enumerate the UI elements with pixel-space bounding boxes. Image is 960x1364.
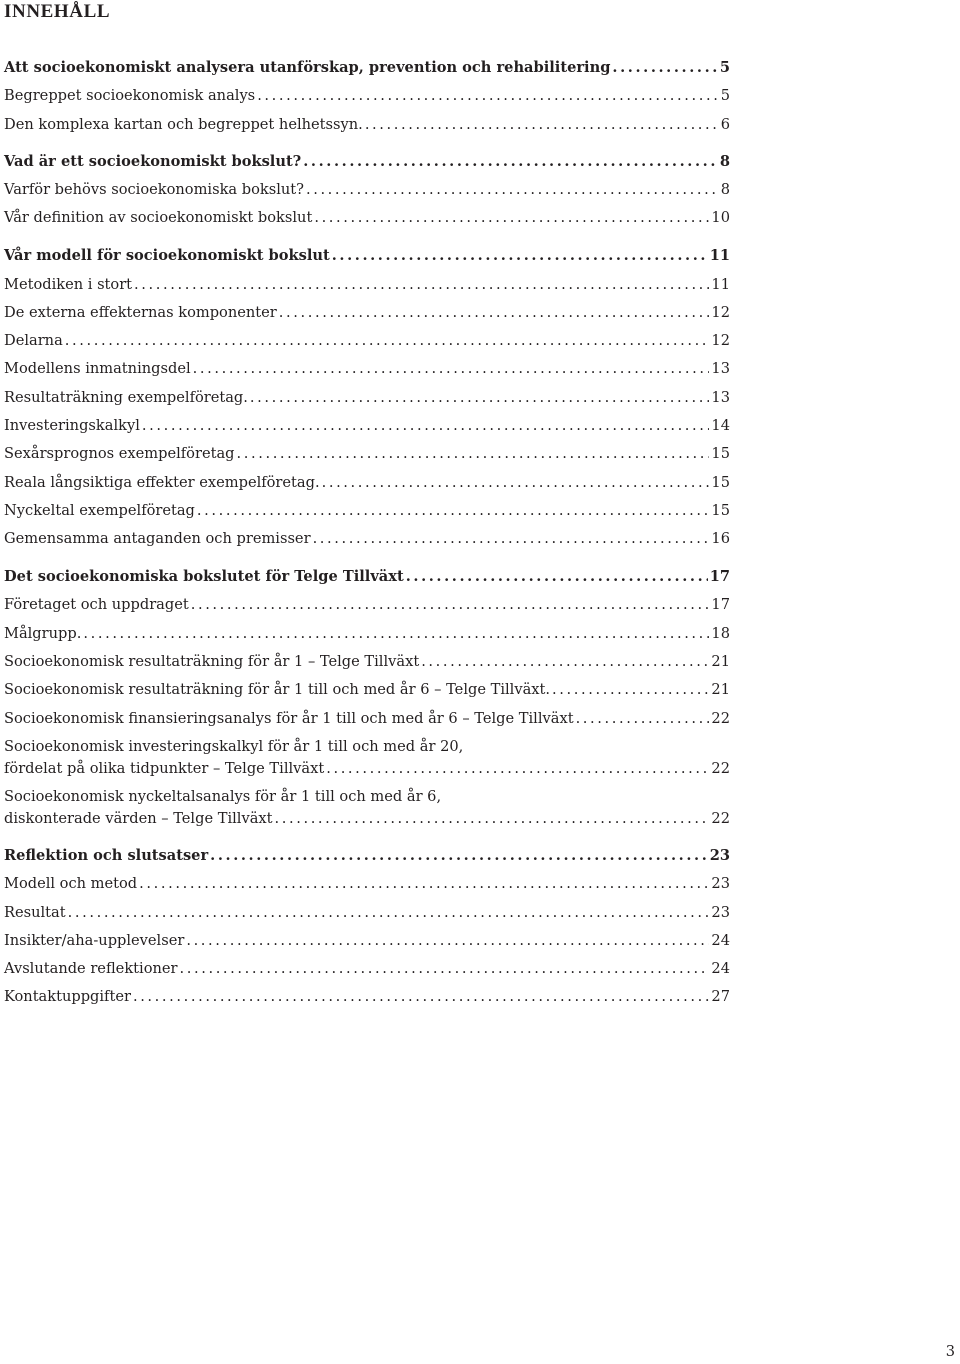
dot-leader [191,594,710,616]
dot-leader [279,302,710,324]
toc-entry-page: 27 [711,988,730,1005]
toc-entry-page: 17 [711,596,730,613]
toc-entry-title: Gemensamma antaganden och premisser [4,530,311,547]
toc-entry-title: Företaget och uppdraget [4,596,189,613]
toc-entry-title: Nyckeltal exempelföretag [4,502,195,519]
toc-entry[interactable] [4,415,730,437]
toc-entry-page: 13 [711,389,730,406]
toc-entry-page: 21 [711,653,730,670]
toc-entry-title: Delarna [4,332,63,349]
toc-entry-title: Modellens inmatningsdel [4,360,191,377]
dot-leader [406,566,708,588]
toc-entry-title: Kontaktuppgifter [4,988,131,1005]
toc-entry-page: 21 [711,681,730,698]
dot-leader [250,387,710,409]
toc-entry-title: diskonterade värden – Telge Tillväxt [4,810,273,827]
toc-entry-title-line1: Socioekonomisk nyckeltalsanalys för år 1 till och med år 6, [4,788,442,805]
toc-entry-title: Socioekonomisk resultaträkning för år 1 – Telge Tillväxt [4,653,420,670]
toc-section-entry[interactable] [4,566,730,588]
toc-entry-title: Socioekonomisk resultaträkning för år 1 till och med år 6 – Telge Tillväxt. [4,681,551,698]
dot-leader [65,330,710,352]
toc-entry[interactable] [4,85,730,107]
toc-entry-title: Att socioekonomiskt analysera utanförskap, prevention och rehabilitering [4,59,611,76]
toc-entry-title-line1: Socioekonomisk investeringskalkyl för år 1 till och med år 20, [4,738,464,755]
toc-entry-title: Modell och metod [4,875,138,892]
dot-leader [275,808,710,830]
toc-entry-page: 11 [709,247,730,264]
toc-entry-title: Målgrupp. [4,625,82,642]
toc-section-entry[interactable] [4,245,730,267]
toc-entry[interactable] [4,387,730,409]
dot-leader [365,114,719,136]
dot-leader [322,472,710,494]
dot-leader [133,986,709,1008]
toc-entry-title: Sexårsprognos exempelföretag [4,445,235,462]
toc-entry-title: Socioekonomisk finansieringsanalys för år 1 till och med år 6 – Telge Tillväxt [4,710,574,727]
toc-entry-page: 15 [711,445,730,462]
dot-leader [612,57,717,79]
toc-entry[interactable] [4,986,730,1008]
toc-entry-page: 23 [711,904,730,921]
dot-leader [421,651,709,673]
toc-entry[interactable] [4,930,730,952]
toc-entry-title: De externa effekternas komponenter [4,304,277,321]
toc-entry[interactable] [4,594,730,616]
dot-leader [314,207,709,229]
toc-section-entry[interactable] [4,57,730,79]
toc-entry[interactable] [4,179,730,201]
toc-entry[interactable] [4,302,730,324]
toc-entry[interactable] [4,873,730,895]
toc-entry-page: 22 [711,760,730,777]
toc-entry[interactable] [4,902,730,924]
toc-entry-title: Vår definition av socioekonomiskt bokslut [4,209,313,226]
toc-entry-page: 17 [709,568,730,585]
toc-entry[interactable] [4,708,730,730]
toc-entry-title: Vad är ett socioekonomiskt bokslut? [4,153,302,170]
toc-entry-page: 22 [711,710,730,727]
toc-entry-page: 18 [711,625,730,642]
dot-leader [186,930,709,952]
toc-entry-page: 5 [720,87,730,104]
toc-entry-title: Resultat [4,904,66,921]
toc-entry[interactable] [4,330,730,352]
toc-entry[interactable] [4,358,730,380]
dot-leader [552,679,709,701]
toc-entry-title: Investeringskalkyl [4,417,140,434]
dot-leader [313,528,710,550]
toc-section-entry[interactable] [4,151,730,173]
dot-leader [180,958,710,980]
dot-leader [139,873,709,895]
toc-entry-page: 10 [711,209,730,226]
toc-entry[interactable] [4,786,730,830]
toc-entry-page: 13 [711,360,730,377]
toc-entry-page: 16 [711,530,730,547]
page-heading: INNEHÅLL [4,1,111,22]
page-number: 3 [945,1343,955,1360]
toc-entry-title: Insikter/aha-upplevelser [4,932,185,949]
toc-entry-page: 23 [711,875,730,892]
toc-entry-title: Metodiken i stort [4,276,133,293]
toc-entry[interactable] [4,472,730,494]
toc-entry-title: Vår modell för socioekonomiskt bokslut [4,247,330,264]
toc-entry-page: 15 [711,502,730,519]
toc-entry-title: fördelat på olika tidpunkter – Telge Tillväxt [4,760,325,777]
dot-leader [237,443,710,465]
toc-entry[interactable] [4,623,730,645]
toc-entry-page: 12 [711,304,730,321]
dot-leader [197,500,710,522]
toc-entry-page: 24 [711,960,730,977]
toc-entry-page: 8 [720,181,730,198]
toc-entry[interactable] [4,207,730,229]
dot-leader [134,274,709,296]
toc-entry-page: 8 [719,153,730,170]
dot-leader [257,85,719,107]
toc-entry[interactable] [4,443,730,465]
toc-entry-title: Den komplexa kartan och begreppet helhetssyn. [4,116,363,133]
dot-leader [142,415,710,437]
toc-entry-title: Det socioekonomiska bokslutet för Telge Tillväxt [4,568,404,585]
toc-entry-page: 15 [711,474,730,491]
toc-entry-page: 5 [719,59,730,76]
dot-leader [193,358,710,380]
toc-entry-title: Varför behövs socioekonomiska bokslut? [4,181,304,198]
toc-entry-page: 11 [711,276,730,293]
dot-leader [306,179,719,201]
toc-entry-page: 6 [720,116,730,133]
toc-entry[interactable] [4,274,730,296]
toc-entry[interactable] [4,679,730,701]
toc-entry-page: 12 [711,332,730,349]
toc-entry-page: 24 [711,932,730,949]
toc-entry[interactable] [4,114,730,136]
dot-leader [83,623,709,645]
toc-entry[interactable] [4,736,730,780]
dot-leader [210,845,708,867]
toc-entry-title: Resultaträkning exempelföretag. [4,389,248,406]
dot-leader [326,758,709,780]
toc-entry-title: Begreppet socioekonomisk analys [4,87,256,104]
toc-entry[interactable] [4,651,730,673]
toc-section-entry[interactable] [4,845,730,867]
toc-entry-title: Reala långsiktiga effekter exempelföretag. [4,474,320,491]
toc-entry-page: 22 [711,810,730,827]
dot-leader [303,151,718,173]
toc-entry-page: 23 [709,847,730,864]
toc-entry[interactable] [4,958,730,980]
dot-leader [68,902,710,924]
toc-entry-title: Reflektion och slutsatser [4,847,209,864]
dot-leader [576,708,710,730]
toc-entry-title: Avslutande reflektioner [4,960,178,977]
toc-entry[interactable] [4,528,730,550]
dot-leader [332,245,708,267]
toc-entry-page: 14 [711,417,730,434]
toc-entry[interactable] [4,500,730,522]
